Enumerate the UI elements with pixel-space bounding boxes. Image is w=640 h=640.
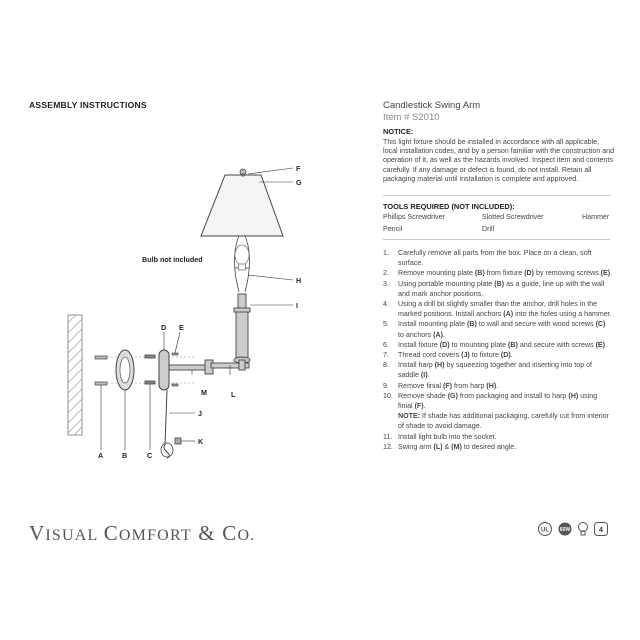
step-text: Remove shade (G) from packaging and install to harp (H) using finial (F). NOTE: If shade has additional packaging, carefully cut from interior of shade to avoid damage. (398, 391, 609, 431)
tool-item: Pencil (383, 225, 403, 233)
label-d: D (161, 323, 167, 332)
divider (383, 195, 610, 196)
label-c: C (147, 451, 153, 460)
step-number: 8. (383, 361, 389, 370)
fixture-backplate (159, 350, 169, 390)
instruction-step (383, 268, 613, 278)
step-number: 2. (383, 269, 389, 278)
mounting-plate (116, 350, 134, 390)
label-m: M (201, 388, 207, 397)
step-number: 10. (383, 391, 393, 400)
cord-cover (161, 390, 173, 458)
step-number: 7. (383, 351, 389, 360)
step-text: Install light bulb into the socket. (398, 432, 497, 441)
step-text: Remove mounting plate (B) from fixture (D) by removing screws (E). (398, 269, 613, 278)
label-f: F (296, 164, 301, 173)
step-text: Install fixture (D) to mounting plate (B) and secure with screws (E). (398, 340, 608, 349)
page-number-icon (593, 521, 609, 537)
step-number: 11. (383, 432, 393, 441)
label-g: G (296, 178, 302, 187)
tool-item: Phillips Screwdriver (383, 213, 445, 221)
bulb-not-included-note: Bulb not included (142, 255, 203, 264)
brand-logo: VISUAL COMFORT & CO. (29, 521, 256, 545)
step-number: 12. (383, 442, 393, 451)
step-text: Swing arm (L) & (M) to desired angle. (398, 442, 517, 451)
instruction-step (383, 360, 613, 380)
step-text: Install harp (H) by squeezing together and inserting into top of saddle (I). (398, 361, 593, 380)
step-number: 3. (383, 279, 389, 288)
assembly-diagram (55, 160, 325, 470)
plug (175, 438, 181, 444)
instruction-step (383, 350, 613, 360)
instruction-step (383, 442, 613, 452)
label-h: H (296, 276, 302, 285)
svg-text:UL: UL (541, 527, 549, 534)
lamp-shade (201, 175, 283, 236)
instruction-step (383, 248, 613, 268)
label-j: J (198, 409, 202, 418)
ul-listed-icon (537, 521, 553, 537)
wall-anchor (95, 356, 107, 385)
label-k: K (198, 437, 204, 446)
candlestick (234, 294, 250, 370)
step-number: 4. (383, 300, 389, 309)
instruction-step (383, 319, 613, 339)
step-number: 5. (383, 320, 389, 329)
svg-text:60W: 60W (559, 527, 571, 533)
label-b: B (122, 451, 128, 460)
step-number: 6. (383, 340, 389, 349)
assembly-title: ASSEMBLY INSTRUCTIONS (29, 100, 147, 110)
notice-text: This light fixture should be installed in accordance with all applicable, local installation codes, and by a person familiar with the construction and operation of it, as well as the hazards involved. Inspect item and contents carefully. If any damage or defect is found, do not install. Retain all packaging material until installation is complete and approved. (383, 138, 615, 183)
instruction-step (383, 340, 613, 350)
wood-screw (145, 355, 155, 384)
product-name: Candlestick Swing Arm (383, 100, 481, 111)
lamp-watt-icon (557, 521, 573, 537)
instruction-step (383, 279, 613, 299)
divider (383, 239, 610, 240)
wall-hatch (68, 315, 82, 435)
step-text: Using portable mounting plate (B) as a guide, line up with the wall and mark anchor positions. (398, 279, 605, 298)
label-i: I (296, 301, 298, 310)
step-number: 1. (383, 249, 389, 257)
instruction-step (383, 432, 613, 442)
step-text: Remove finial (F) from harp (H). (398, 381, 499, 390)
light-bulb (235, 245, 249, 270)
item-number: Item # S2010 (383, 112, 440, 123)
step-text: Carefully remove all parts from the box. Place on a clean, soft surface. (398, 249, 592, 268)
certification-icons (537, 521, 609, 537)
instruction-steps (383, 248, 613, 452)
instruction-step (383, 381, 613, 391)
notice-heading: NOTICE: (383, 127, 414, 136)
tool-item: Drill (482, 225, 495, 233)
bulb-icon (577, 521, 589, 537)
step-text: Install mounting plate (B) to wall and secure with wood screws (C) to anchors (A). (398, 320, 606, 339)
step-text: Thread cord covers (J) to fixture (D). (398, 351, 513, 360)
step-text: Using a drill bit slightly smaller than the anchor, drill holes in the marked positions. Install anchors (A) into the holes using a hammer. (398, 300, 612, 319)
instruction-step (383, 391, 613, 432)
tools-heading: TOOLS REQUIRED (NOT INCLUDED): (383, 202, 515, 211)
label-l: L (231, 390, 236, 399)
instruction-step (383, 299, 613, 319)
svg-text:4: 4 (599, 527, 603, 534)
label-a: A (98, 451, 104, 460)
label-e: E (179, 323, 184, 332)
step-number: 9. (383, 381, 389, 390)
tool-item: Hammer (582, 213, 610, 221)
tool-item: Slotted Screwdriver (482, 213, 544, 221)
